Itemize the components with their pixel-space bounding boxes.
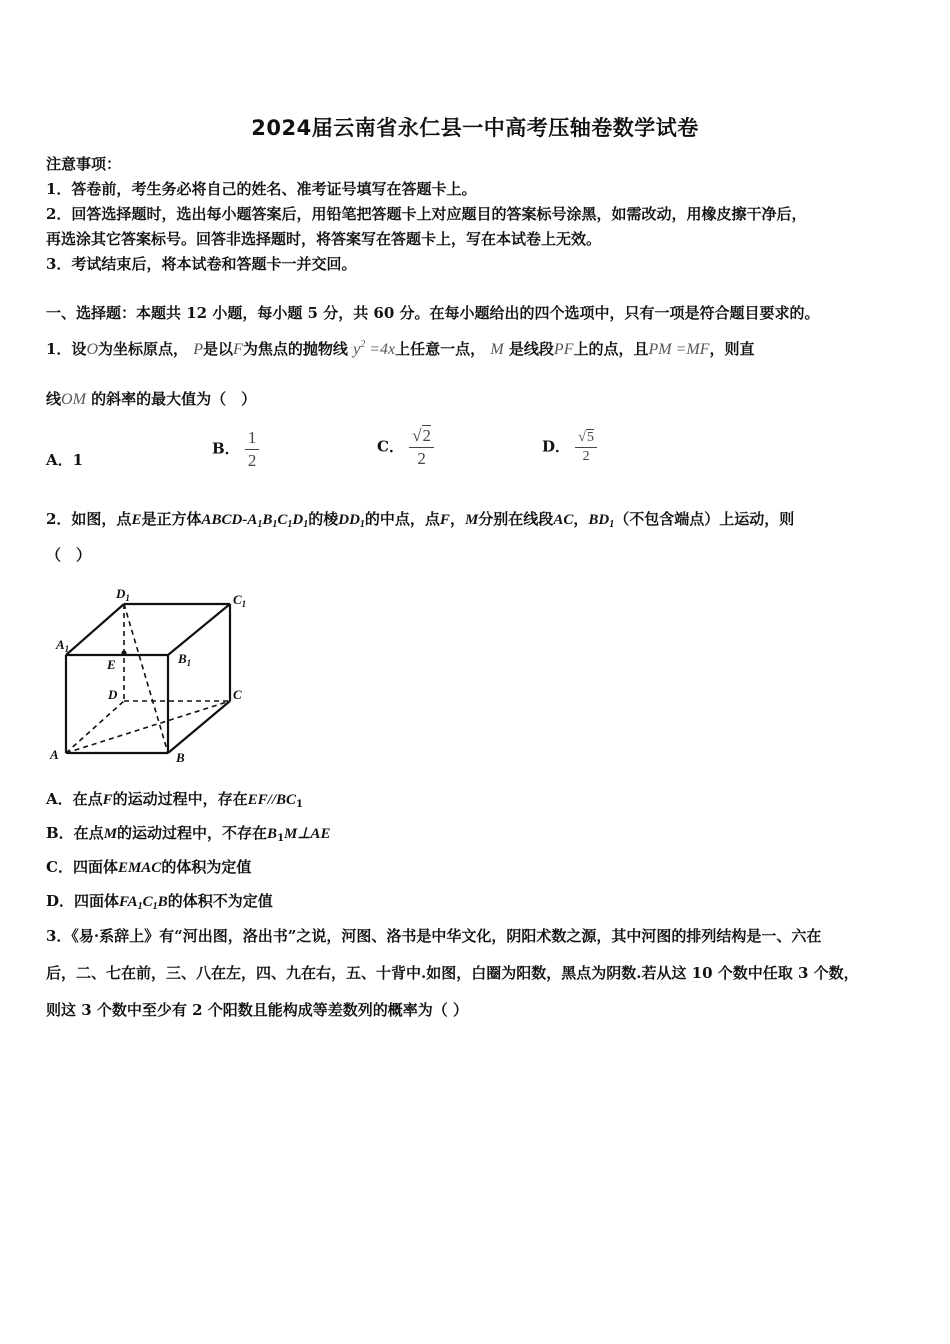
question-2-line-2: （ ） bbox=[46, 546, 92, 564]
notice-heading: 注意事项： bbox=[46, 155, 122, 173]
label-d1: $D_1$ bbox=[116, 586, 130, 603]
label-c: C bbox=[233, 687, 242, 702]
q2-text: 分别在线段 bbox=[478, 510, 554, 528]
q2-text: 的中点，点 bbox=[364, 510, 440, 528]
question-1-line-1 bbox=[46, 338, 755, 359]
math-edge: BD bbox=[588, 512, 610, 528]
option-label: C． bbox=[377, 437, 404, 456]
label-b1: $B_1$ bbox=[178, 651, 192, 668]
label-c1: $C_1$ bbox=[233, 592, 247, 609]
subscript: 1 bbox=[296, 799, 303, 810]
radicand: 2 bbox=[422, 426, 432, 445]
question-2-line-1 bbox=[46, 508, 794, 530]
math-e: E bbox=[131, 512, 142, 528]
subscript: 1 bbox=[303, 519, 309, 530]
label-d: D bbox=[108, 687, 118, 702]
q2-option-a bbox=[46, 788, 303, 810]
q1-text: 为焦点的抛物线 bbox=[242, 340, 348, 358]
edge-b1-c1 bbox=[168, 604, 230, 655]
q2-text: （不包含端点）上运动，则 bbox=[614, 510, 795, 528]
math-f: F bbox=[102, 792, 113, 808]
subscript: 1 bbox=[287, 519, 293, 530]
option-value: 1 bbox=[72, 451, 84, 469]
subscript: 1 bbox=[359, 519, 365, 530]
math-cube-part: D bbox=[292, 512, 304, 528]
fraction bbox=[245, 428, 260, 471]
subscript: 1 bbox=[609, 519, 615, 530]
math-part: C bbox=[142, 894, 153, 910]
math-ef-bc1: EF//BC bbox=[247, 792, 297, 808]
math-f: F bbox=[439, 512, 450, 528]
cube-figure bbox=[44, 583, 259, 768]
q2-text: ， bbox=[573, 510, 589, 528]
question-3-line-1: 3．《易·系辞上》有“河出图，洛出书”之说，河图、洛书是中华文化，阴阳术数之源，其中河图的排列结构是一、六在 bbox=[46, 927, 822, 945]
fraction bbox=[409, 426, 434, 469]
q2-option-b bbox=[46, 822, 330, 844]
q2-option-d bbox=[46, 890, 273, 912]
math-cube bbox=[201, 512, 308, 528]
option-text: D．四面体 bbox=[46, 892, 120, 910]
math-bd1 bbox=[588, 512, 614, 528]
q1-text: 上任意一点， bbox=[395, 340, 486, 358]
q1-option-b bbox=[212, 428, 259, 471]
sqrt-icon: √ bbox=[578, 430, 586, 445]
q1-text: 是以 bbox=[203, 340, 234, 358]
notice-item: 1．答卷前，考生务必将自己的姓名、准考证号填写在答题卡上。 bbox=[46, 180, 477, 198]
fraction-denominator: 2 bbox=[417, 449, 426, 468]
label-a: A bbox=[50, 747, 59, 762]
math-o: O bbox=[86, 341, 98, 358]
question-1-line-2 bbox=[46, 388, 256, 409]
math-parabola bbox=[353, 341, 395, 358]
q1-option-c bbox=[377, 426, 434, 469]
diagonal-ac bbox=[66, 701, 230, 753]
sqrt-icon: √ bbox=[412, 426, 422, 445]
question-3-line-3: 则这 3 个数中至少有 2 个阳数且能构成等差数列的概率为（ ） bbox=[46, 1001, 468, 1019]
question-3-line-2: 后，二、七在前，三、八在左，四、九在右，五、十背中.如图，白圈为阳数，黑点为阴数.若从这 10 个数中任取 3 个数， bbox=[46, 964, 859, 982]
subscript: 1 bbox=[152, 901, 158, 912]
q1-text: ，则直 bbox=[709, 340, 755, 358]
edge-a1-d1 bbox=[66, 604, 124, 655]
label-b: B bbox=[176, 750, 185, 765]
math-rhs: =4x bbox=[365, 341, 396, 358]
notice-item: 3．考试结束后，将本试卷和答题卡一并交回。 bbox=[46, 255, 357, 273]
fraction-numerator bbox=[409, 426, 434, 446]
fraction-denominator: 2 bbox=[582, 449, 590, 464]
math-cube-part: C bbox=[277, 512, 288, 528]
q2-text: ， bbox=[449, 510, 465, 528]
option-text: 的运动过程中，不存在 bbox=[117, 824, 268, 842]
math-f: F bbox=[233, 341, 243, 358]
edge-a-d-hidden bbox=[66, 701, 124, 753]
fraction-numerator: 1 bbox=[247, 428, 257, 447]
math-emac: EMAC bbox=[117, 860, 162, 876]
q2-text: 2．如图，点 bbox=[46, 510, 132, 528]
q1-option-d bbox=[542, 430, 597, 465]
math-p: P bbox=[193, 341, 204, 358]
q1-text: 是线段 bbox=[508, 340, 554, 358]
math-pf: PF bbox=[553, 341, 574, 358]
math-m: M bbox=[464, 512, 479, 528]
option-text: 的体积为定值 bbox=[161, 858, 252, 876]
option-label: B． bbox=[212, 439, 240, 458]
fraction bbox=[575, 430, 597, 465]
page-title: 2024届云南省永仁县一中高考压轴卷数学试卷 bbox=[251, 116, 699, 140]
option-text: C．四面体 bbox=[46, 858, 118, 876]
math-exponent: 2 bbox=[360, 339, 366, 350]
math-dd1 bbox=[338, 512, 365, 528]
math-om: OM bbox=[61, 391, 86, 408]
subscript: 1 bbox=[257, 519, 263, 530]
q2-text: 的棱 bbox=[308, 510, 339, 528]
subscript: 1 bbox=[277, 833, 285, 844]
fraction-numerator bbox=[575, 430, 597, 446]
option-text: 的体积不为定值 bbox=[167, 892, 273, 910]
math-b1: B bbox=[267, 826, 278, 842]
q2-text: 是正方体 bbox=[141, 510, 202, 528]
label-a1: $A_1$ bbox=[56, 637, 70, 654]
option-label: D． bbox=[542, 437, 571, 456]
subscript: 1 bbox=[137, 901, 143, 912]
math-cube-part: B bbox=[262, 512, 273, 528]
subscript: 1 bbox=[272, 519, 278, 530]
fraction-denominator: 2 bbox=[247, 451, 257, 470]
math-ac: AC bbox=[553, 512, 574, 528]
section-heading: 一、选择题：本题共 12 小题，每小题 5 分，共 60 分。在每小题给出的四个选项中，只有一项是符合题目要求的。 bbox=[46, 304, 820, 322]
math-fa1c1b bbox=[119, 894, 168, 910]
point-e bbox=[121, 650, 126, 655]
math-pm-mf: PM =MF bbox=[648, 341, 710, 358]
option-text: A．在点 bbox=[46, 790, 103, 808]
q1-text: 线 bbox=[46, 390, 62, 408]
option-label: A． bbox=[46, 451, 73, 469]
math-part: FA bbox=[119, 894, 138, 910]
math-cube-part: ABCD-A bbox=[201, 512, 258, 528]
option-text: 的运动过程中，存在 bbox=[112, 790, 248, 808]
label-e: E bbox=[107, 657, 116, 672]
q1-option-a bbox=[46, 449, 83, 470]
option-text: B．在点 bbox=[46, 824, 104, 842]
edge-b-c bbox=[168, 701, 230, 753]
q2-option-c bbox=[46, 856, 251, 877]
math-m: M bbox=[490, 341, 504, 358]
notice-item: 2．回答选择题时，选出每小题答案后，用铅笔把答题卡上对应题目的答案标号涂黑，如需改动，用橡皮擦干净后， bbox=[46, 205, 807, 223]
math-y: y bbox=[353, 341, 361, 358]
math-m: M bbox=[103, 826, 118, 842]
radicand: 5 bbox=[586, 430, 594, 445]
math-edge: DD bbox=[338, 512, 360, 528]
diagonal-bd1 bbox=[124, 604, 168, 753]
math-m-perp-ae: M⊥AE bbox=[284, 826, 331, 842]
notice-item: 再选涂其它答案标号。回答非选择题时，将答案写在答题卡上，写在本试卷上无效。 bbox=[46, 230, 602, 248]
math-part: B bbox=[157, 894, 168, 910]
q1-text: 的斜率的最大值为（ ） bbox=[91, 390, 257, 408]
q1-text: 为坐标原点， bbox=[98, 340, 189, 358]
q1-text: 上的点，且 bbox=[573, 340, 649, 358]
q1-text: 1．设 bbox=[46, 340, 87, 358]
